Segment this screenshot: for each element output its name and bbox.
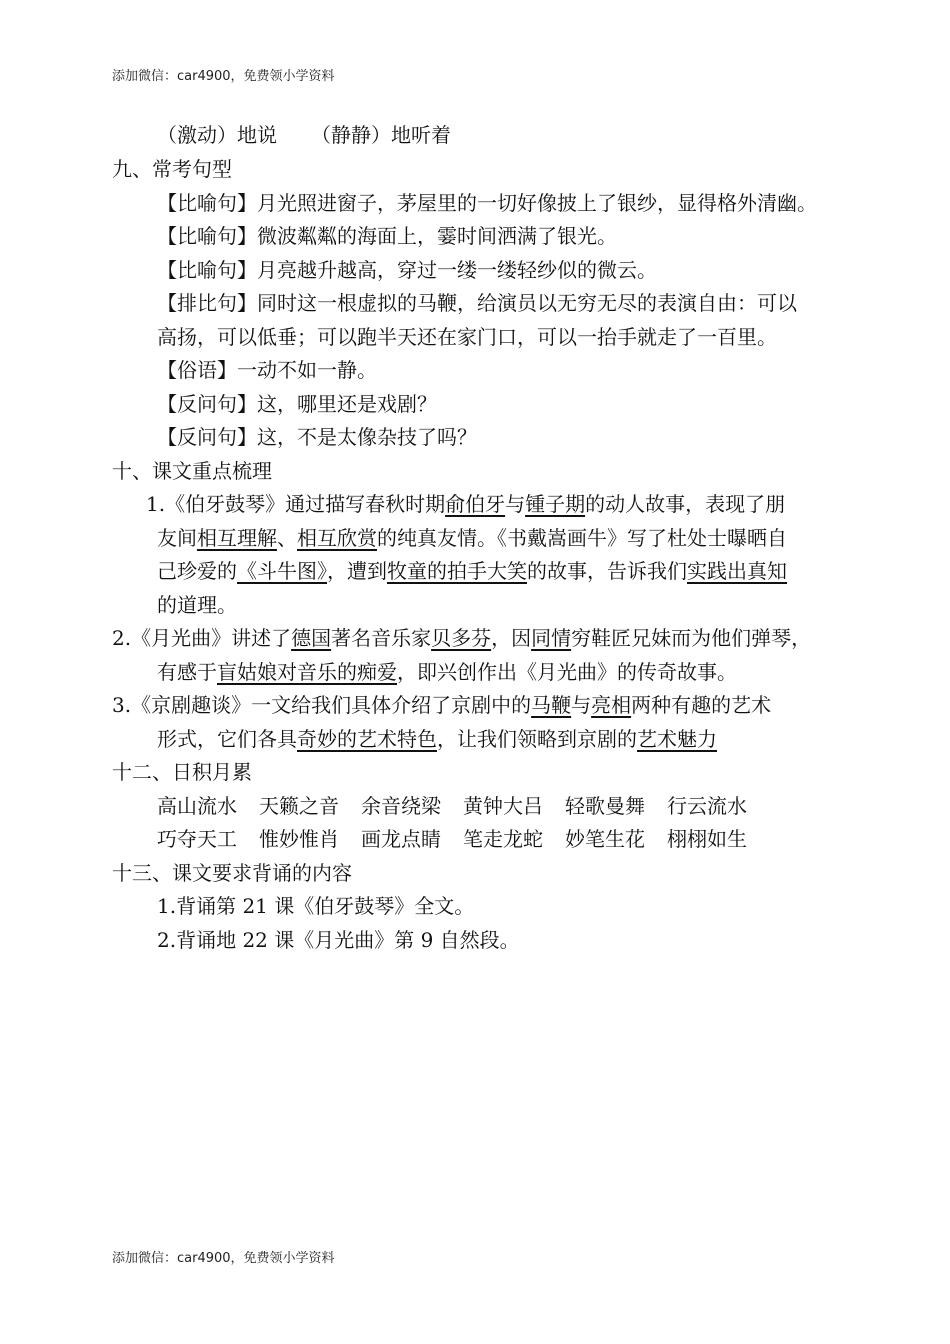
underline-yu-boya: 俞伯牙 [445, 492, 506, 516]
sentence-2: 【比喻句】微波粼粼的海面上，霎时间洒满了银光。 [157, 224, 617, 248]
intro-b: （静静）地听着 [311, 123, 451, 147]
sentence-3: 【比喻句】月亮越升越高，穿过一缕一缕轻纱似的微云。 [157, 258, 657, 282]
underline-pose: 亮相 [591, 693, 632, 717]
page-footer: 添加微信：car4900，免费领小学资料 [112, 1251, 335, 1266]
point-2-line-2: 有感于盲姑娘对音乐的痴爱，即兴创作出《月光曲》的传奇故事。 [157, 660, 737, 684]
point-2-line-1: 2.《月光曲》讲述了德国著名音乐家贝多芬，因同情穷鞋匠兄妹而为他们弹琴， [112, 626, 812, 650]
idiom: 栩栩如生 [667, 827, 747, 851]
recite-item-2: 2.背诵地 22 课《月光曲》第 9 自然段。 [157, 928, 520, 952]
point-1-line-3: 己珍爱的《斗牛图》，遭到牧童的拍手大笑的故事，告诉我们实践出真知 [157, 559, 787, 583]
underline-shepherd: 牧童的拍手大笑 [387, 559, 527, 583]
underline-beethoven: 贝多芬 [431, 626, 492, 650]
sentence-6: 【反问句】这，哪里还是戏剧？ [157, 392, 437, 416]
underline-germany: 德国 [291, 626, 332, 650]
intro-a: （激动）地说 [157, 123, 277, 147]
idiom-row-2 [157, 822, 747, 856]
point-1-line-4: 的道理。 [157, 593, 237, 617]
underline-practice: 实践出真知 [687, 559, 787, 583]
sentence-5: 【俗语】一动不如一静。 [157, 358, 377, 382]
point-1-line-1: 1.《伯牙鼓琴》通过描写春秋时期俞伯牙与锺子期的动人故事，表现了朋 [146, 492, 786, 516]
underline-sympathy: 同情 [531, 626, 572, 650]
idiom: 笔走龙蛇 [463, 827, 543, 851]
intro-line [157, 118, 451, 152]
underline-mutual-appreciation: 相互欣赏 [297, 526, 377, 550]
underline-art-feature: 奇妙的艺术特色 [297, 727, 437, 751]
underline-blind-girl: 盲姑娘对音乐的痴爱 [217, 660, 397, 684]
idiom: 黄钟大吕 [463, 794, 543, 818]
idiom: 行云流水 [667, 794, 747, 818]
sentence-1: 【比喻句】月光照进窗子，茅屋里的一切好像披上了银纱，显得格外清幽。 [157, 191, 817, 215]
idiom: 轻歌曼舞 [565, 794, 645, 818]
idiom: 画龙点睛 [361, 827, 441, 851]
point-1-line-2: 友间相互理解、相互欣赏的纯真友情。《书戴嵩画牛》写了杜处士曝晒自 [157, 526, 787, 550]
sentence-7: 【反问句】这，不是太像杂技了吗？ [157, 425, 477, 449]
idiom: 余音绕梁 [361, 794, 441, 818]
sentence-4a: 【排比句】同时这一根虚拟的马鞭，给演员以无穷无尽的表演自由：可以 [157, 291, 797, 315]
section-13-title: 十三、课文要求背诵的内容 [112, 861, 352, 885]
underline-mutual-understanding: 相互理解 [197, 526, 277, 550]
section-9-title: 九、常考句型 [112, 157, 232, 181]
underline-whip: 马鞭 [531, 693, 572, 717]
page-header: 添加微信：car4900，免费领小学资料 [112, 69, 335, 84]
recite-item-1: 1.背诵第 21 课《伯牙鼓琴》全文。 [157, 894, 475, 918]
section-12-title: 十二、日积月累 [112, 760, 252, 784]
idiom: 巧夺天工 [157, 827, 237, 851]
sentence-4b: 高扬，可以低垂；可以跑半天还在家门口，可以一抬手就走了一百里。 [157, 325, 777, 349]
idiom: 惟妙惟肖 [259, 827, 339, 851]
point-3-line-1: 3.《京剧趣谈》一文给我们具体介绍了京剧中的马鞭与亮相两种有趣的艺术 [112, 693, 772, 717]
idiom: 妙笔生花 [565, 827, 645, 851]
idiom-row-1 [157, 789, 747, 823]
underline-painting: 《斗牛图》 [237, 559, 327, 583]
idiom: 高山流水 [157, 794, 237, 818]
underline-art-charm: 艺术魅力 [637, 727, 717, 751]
idiom: 天籁之音 [259, 794, 339, 818]
underline-zhong-ziqi: 锺子期 [525, 492, 586, 516]
section-10-title: 十、课文重点梳理 [112, 459, 272, 483]
point-3-line-2: 形式，它们各具奇妙的艺术特色，让我们领略到京剧的艺术魅力 [157, 727, 717, 751]
